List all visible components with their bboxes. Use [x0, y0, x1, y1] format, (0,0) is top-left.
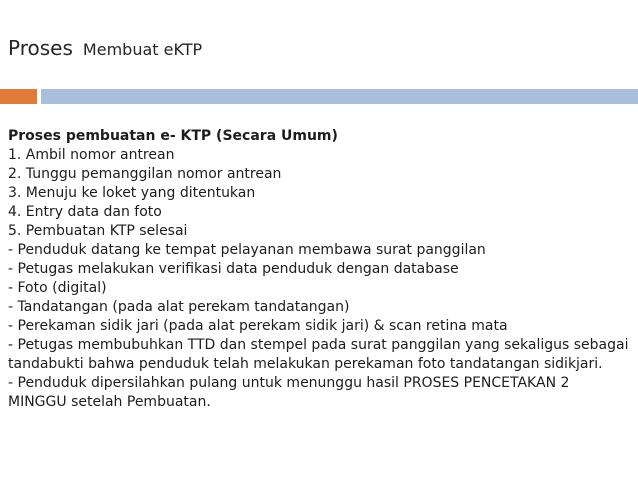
- detail-item: - Petugas membubuhkan TTD dan stempel pada surat panggilan yang sekaligus sebagai tandabukti bahwa penduduk telah melakukan perekaman foto tandatangan sidikjari.: [8, 337, 629, 372]
- detail-item: - Perekaman sidik jari (pada alat perekam sidik jari) & scan retina mata: [8, 318, 508, 334]
- step-item: 2. Tunggu pemanggilan nomor antrean: [8, 166, 282, 182]
- detail-item: - Foto (digital): [8, 280, 107, 296]
- divider-bar: [41, 89, 638, 104]
- body-heading-rest: (Secara Umum): [211, 128, 338, 144]
- body-heading: [8, 127, 632, 146]
- detail-item: - Penduduk datang ke tempat pelayanan membawa surat panggilan: [8, 242, 486, 258]
- step-item: 5. Pembuatan KTP selesai: [8, 223, 188, 239]
- slide-title: [8, 36, 202, 62]
- step-item: 4. Entry data dan foto: [8, 204, 162, 220]
- slide-body: [8, 127, 632, 412]
- slide-title-part2: Membuat eKTP: [82, 40, 203, 59]
- detail-item: - Petugas melakukan verifikasi data penduduk dengan database: [8, 261, 459, 277]
- detail-item: - Penduduk dipersilahkan pulang untuk menunggu hasil PROSES PENCETAKAN 2 MINGGU setelah Pembuatan.: [8, 375, 570, 410]
- slide-title-part1: Proses: [8, 36, 73, 60]
- step-item: 3. Menuju ke loket yang ditentukan: [8, 185, 256, 201]
- accent-bar: [0, 89, 37, 104]
- step-item: 1. Ambil nomor antrean: [8, 147, 175, 163]
- body-heading-bold: Proses pembuatan e- KTP: [8, 128, 212, 144]
- detail-item: - Tandatangan (pada alat perekam tandatangan): [8, 299, 350, 315]
